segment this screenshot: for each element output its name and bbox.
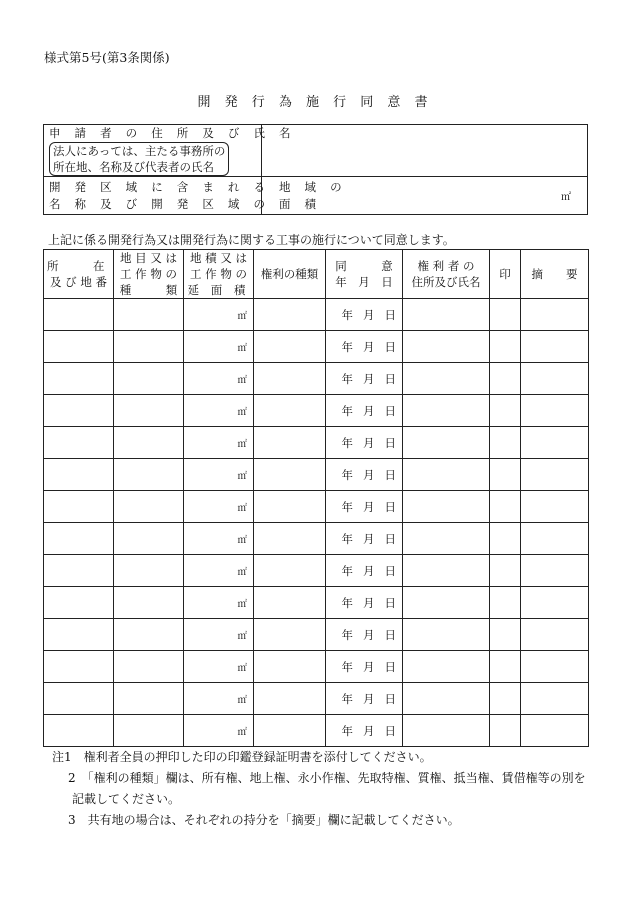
land-type-cell[interactable]: [114, 395, 184, 427]
land-area-cell[interactable]: [184, 459, 254, 491]
table-row: [44, 683, 589, 715]
consent-date-cell[interactable]: [326, 491, 403, 523]
applicant-label: 申 請 者 の 住 所 及 び 氏 名: [49, 126, 296, 140]
consent-date-cell[interactable]: [326, 555, 403, 587]
area-unit-label: ㎡: [237, 694, 247, 706]
location-cell[interactable]: [44, 299, 114, 331]
day-label: 日: [384, 339, 396, 354]
year-label: 年: [341, 435, 353, 450]
consent-date-cell[interactable]: [326, 427, 403, 459]
holder-cell[interactable]: [403, 491, 490, 523]
area-unit-label: ㎡: [237, 534, 247, 546]
area-unit-label: ㎡: [237, 342, 247, 354]
area-unit-label: ㎡: [561, 192, 571, 203]
area-unit-label: ㎡: [237, 438, 247, 450]
holder-cell[interactable]: [403, 363, 490, 395]
area-unit-label: ㎡: [237, 726, 247, 738]
note-1: 注1 権利者全員の押印した印の印鑑登録証明書を添付してください。: [52, 750, 432, 764]
col-seal: 印: [490, 250, 521, 299]
right-type-cell[interactable]: [254, 555, 326, 587]
month-label: 月: [363, 499, 375, 514]
month-label: 月: [363, 563, 375, 578]
holder-cell[interactable]: [403, 523, 490, 555]
day-label: 日: [384, 595, 396, 610]
right-type-cell[interactable]: [254, 683, 326, 715]
holder-cell[interactable]: [403, 331, 490, 363]
table-row: [44, 619, 589, 651]
year-label: 年: [341, 723, 353, 738]
holder-cell[interactable]: [403, 299, 490, 331]
form-number: 様式第5号(第3条関係): [44, 50, 170, 65]
remarks-cell[interactable]: [521, 651, 589, 683]
land-area-cell[interactable]: [184, 619, 254, 651]
applicant-label-note: [49, 142, 229, 176]
table-row: [44, 299, 589, 331]
col-holder: [403, 250, 490, 299]
notes: [52, 747, 612, 831]
right-type-cell[interactable]: [254, 427, 326, 459]
year-label: 年: [341, 403, 353, 418]
seal-cell[interactable]: [490, 715, 521, 747]
remarks-cell[interactable]: [521, 619, 589, 651]
holder-cell[interactable]: [403, 427, 490, 459]
land-area-cell[interactable]: [184, 427, 254, 459]
remarks-cell[interactable]: [521, 459, 589, 491]
year-label: 年: [341, 595, 353, 610]
consent-date-cell[interactable]: [326, 363, 403, 395]
col-land-area-l3: 延 面 積: [187, 283, 250, 297]
col-right-type: 権利の種類: [254, 250, 326, 299]
table-row: [44, 555, 589, 587]
note-3: 3 共有地の場合は、それぞれの持分を「摘要」欄に記載してください。: [68, 813, 460, 827]
land-type-cell[interactable]: [114, 683, 184, 715]
land-area-cell[interactable]: [184, 715, 254, 747]
col-holder-l2: 住所及び氏名: [411, 275, 481, 289]
col-land-type-l1: 地 目 又 は: [120, 251, 177, 265]
area-unit-label: ㎡: [237, 598, 247, 610]
area-unit-label: ㎡: [237, 566, 247, 578]
seal-cell[interactable]: [490, 523, 521, 555]
day-label: 日: [384, 307, 396, 322]
table-row: [44, 491, 589, 523]
land-area-cell[interactable]: [184, 523, 254, 555]
holder-cell[interactable]: [403, 459, 490, 491]
location-cell[interactable]: [44, 587, 114, 619]
land-area-cell[interactable]: [184, 395, 254, 427]
location-cell[interactable]: [44, 523, 114, 555]
applicant-info-table: [43, 124, 588, 215]
remarks-cell[interactable]: [521, 363, 589, 395]
col-land-type-l3: 種 類: [119, 283, 178, 297]
consent-date-cell[interactable]: [326, 331, 403, 363]
land-type-cell[interactable]: [114, 555, 184, 587]
table-row: [44, 363, 589, 395]
land-area-cell[interactable]: [184, 651, 254, 683]
table-row: [44, 651, 589, 683]
holder-cell[interactable]: [403, 683, 490, 715]
land-type-cell[interactable]: [114, 427, 184, 459]
note-2: 2 「権利の種類」欄は、所有権、地上権、永小作権、先取特権、質権、抵当権、賃借権等の別を: [68, 771, 586, 785]
table-row: [44, 459, 589, 491]
area-label-line2: 名 称 及 び 開 発 区 域 の 面 積: [49, 196, 322, 211]
seal-cell[interactable]: [490, 587, 521, 619]
year-label: 年: [341, 563, 353, 578]
day-label: 日: [384, 435, 396, 450]
table-row: [44, 523, 589, 555]
col-consent-l1: 同 意: [335, 259, 393, 273]
day-label: 日: [384, 467, 396, 482]
day-label: 日: [384, 659, 396, 674]
remarks-cell[interactable]: [521, 523, 589, 555]
document-title: 開 発 行 為 施 行 同 意 書: [197, 95, 433, 110]
table-row: [44, 395, 589, 427]
table-body: [44, 299, 589, 747]
day-label: 日: [384, 627, 396, 642]
day-label: 日: [384, 531, 396, 546]
remarks-cell[interactable]: [521, 683, 589, 715]
year-label: 年: [341, 307, 353, 322]
consent-date-cell[interactable]: [326, 395, 403, 427]
area-label-cell: [44, 177, 347, 215]
land-type-cell[interactable]: [114, 363, 184, 395]
area-unit-label: ㎡: [237, 310, 247, 322]
location-cell[interactable]: [44, 651, 114, 683]
month-label: 月: [363, 659, 375, 674]
year-label: 年: [341, 499, 353, 514]
col-location: [44, 250, 114, 299]
rights-holder-table: [43, 249, 589, 747]
col-land-area: [184, 250, 254, 299]
area-unit-label: ㎡: [237, 662, 247, 674]
remarks-cell[interactable]: [521, 491, 589, 523]
holder-cell[interactable]: [403, 555, 490, 587]
right-type-cell[interactable]: [254, 715, 326, 747]
day-label: 日: [384, 499, 396, 514]
right-type-cell[interactable]: [254, 587, 326, 619]
location-cell[interactable]: [44, 459, 114, 491]
consent-date-cell[interactable]: [326, 619, 403, 651]
remarks-cell[interactable]: [521, 715, 589, 747]
col-consent-date: [326, 250, 403, 299]
location-cell[interactable]: [44, 395, 114, 427]
table-row: [44, 331, 589, 363]
land-type-cell[interactable]: [114, 587, 184, 619]
land-area-cell[interactable]: [184, 331, 254, 363]
land-area-cell[interactable]: [184, 363, 254, 395]
right-type-cell[interactable]: [254, 459, 326, 491]
land-type-cell[interactable]: [114, 331, 184, 363]
right-type-cell[interactable]: [254, 363, 326, 395]
year-label: 年: [341, 467, 353, 482]
consent-date-cell[interactable]: [326, 523, 403, 555]
seal-cell[interactable]: [490, 683, 521, 715]
month-label: 月: [363, 371, 375, 386]
area-unit-label: ㎡: [237, 406, 247, 418]
location-cell[interactable]: [44, 491, 114, 523]
seal-cell[interactable]: [490, 555, 521, 587]
area-unit-label: ㎡: [237, 374, 247, 386]
consent-date-cell[interactable]: [326, 299, 403, 331]
applicant-note-line1: 法人にあっては、主たる事務所の: [53, 144, 226, 158]
col-land-area-l2: 工 作 物 の: [190, 267, 247, 281]
land-area-cell[interactable]: [184, 491, 254, 523]
location-cell[interactable]: [44, 331, 114, 363]
consent-sentence: 上記に係る開発行為又は開発行為に関する工事の施行について同意します。: [48, 233, 455, 247]
day-label: 日: [384, 371, 396, 386]
remarks-cell[interactable]: [521, 395, 589, 427]
applicant-label-cell: [44, 125, 296, 177]
col-location-l1: 所 在: [47, 259, 105, 273]
month-label: 月: [363, 339, 375, 354]
right-type-cell[interactable]: [254, 491, 326, 523]
applicant-note-line2: 所在地、名称及び代表者の氏名: [53, 160, 214, 174]
area-label-line1: 開 発 区 域 に 含 ま れ る 地 域 の: [49, 179, 347, 194]
seal-cell[interactable]: [490, 491, 521, 523]
land-area-cell[interactable]: [184, 555, 254, 587]
right-type-cell[interactable]: [254, 651, 326, 683]
location-cell[interactable]: [44, 619, 114, 651]
land-type-cell[interactable]: [114, 299, 184, 331]
day-label: 日: [384, 563, 396, 578]
consent-date-cell[interactable]: [326, 651, 403, 683]
seal-cell[interactable]: [490, 331, 521, 363]
location-cell[interactable]: [44, 363, 114, 395]
seal-cell[interactable]: [490, 395, 521, 427]
col-holder-l1: 権 利 者 の: [417, 259, 475, 273]
seal-cell[interactable]: [490, 459, 521, 491]
year-label: 年: [341, 339, 353, 354]
location-cell[interactable]: [44, 715, 114, 747]
area-unit-label: ㎡: [237, 502, 247, 514]
land-type-cell[interactable]: [114, 523, 184, 555]
seal-cell[interactable]: [490, 651, 521, 683]
month-label: 月: [363, 723, 375, 738]
land-type-cell[interactable]: [114, 491, 184, 523]
consent-date-cell[interactable]: [326, 683, 403, 715]
land-area-cell[interactable]: [184, 299, 254, 331]
seal-cell[interactable]: [490, 619, 521, 651]
remarks-cell[interactable]: [521, 555, 589, 587]
holder-cell[interactable]: [403, 395, 490, 427]
holder-cell[interactable]: [403, 619, 490, 651]
year-label: 年: [341, 627, 353, 642]
table-row: [44, 587, 589, 619]
right-type-cell[interactable]: [254, 395, 326, 427]
holder-cell[interactable]: [403, 587, 490, 619]
table-row: [44, 715, 589, 747]
year-label: 年: [341, 371, 353, 386]
remarks-cell[interactable]: [521, 331, 589, 363]
col-remarks: 摘 要: [521, 250, 589, 299]
month-label: 月: [363, 403, 375, 418]
remarks-cell[interactable]: [521, 427, 589, 459]
right-type-cell[interactable]: [254, 331, 326, 363]
right-type-cell[interactable]: [254, 523, 326, 555]
col-land-type-l2: 工 作 物 の: [120, 267, 177, 281]
land-type-cell[interactable]: [114, 459, 184, 491]
location-cell[interactable]: [44, 555, 114, 587]
applicant-value-field[interactable]: [262, 125, 588, 177]
col-land-type: [114, 250, 184, 299]
col-location-l2: 及 び 地 番: [50, 275, 107, 289]
consent-date-cell[interactable]: [326, 459, 403, 491]
table-row: [44, 427, 589, 459]
col-consent-l2: 年 月 日: [335, 275, 393, 289]
remarks-cell[interactable]: [521, 587, 589, 619]
month-label: 月: [363, 691, 375, 706]
month-label: 月: [363, 595, 375, 610]
consent-date-cell[interactable]: [326, 587, 403, 619]
land-type-cell[interactable]: [114, 619, 184, 651]
day-label: 日: [384, 691, 396, 706]
month-label: 月: [363, 435, 375, 450]
right-type-cell[interactable]: [254, 299, 326, 331]
col-land-area-l1: 地 積 又 は: [190, 251, 247, 265]
month-label: 月: [363, 627, 375, 642]
year-label: 年: [341, 691, 353, 706]
location-cell[interactable]: [44, 683, 114, 715]
holder-cell[interactable]: [403, 715, 490, 747]
area-unit-label: ㎡: [237, 630, 247, 642]
month-label: 月: [363, 467, 375, 482]
seal-cell[interactable]: [490, 299, 521, 331]
land-area-cell[interactable]: [184, 683, 254, 715]
holder-cell[interactable]: [403, 651, 490, 683]
location-cell[interactable]: [44, 427, 114, 459]
area-unit-label: ㎡: [237, 470, 247, 482]
month-label: 月: [363, 307, 375, 322]
day-label: 日: [384, 403, 396, 418]
consent-date-cell[interactable]: [326, 715, 403, 747]
seal-cell[interactable]: [490, 363, 521, 395]
year-label: 年: [341, 659, 353, 674]
month-label: 月: [363, 531, 375, 546]
remarks-cell[interactable]: [521, 299, 589, 331]
note-2-cont: 記載してください。: [72, 792, 181, 806]
year-label: 年: [341, 531, 353, 546]
land-area-cell[interactable]: [184, 587, 254, 619]
land-type-cell[interactable]: [114, 715, 184, 747]
day-label: 日: [384, 723, 396, 738]
seal-cell[interactable]: [490, 427, 521, 459]
land-type-cell[interactable]: [114, 651, 184, 683]
right-type-cell[interactable]: [254, 619, 326, 651]
